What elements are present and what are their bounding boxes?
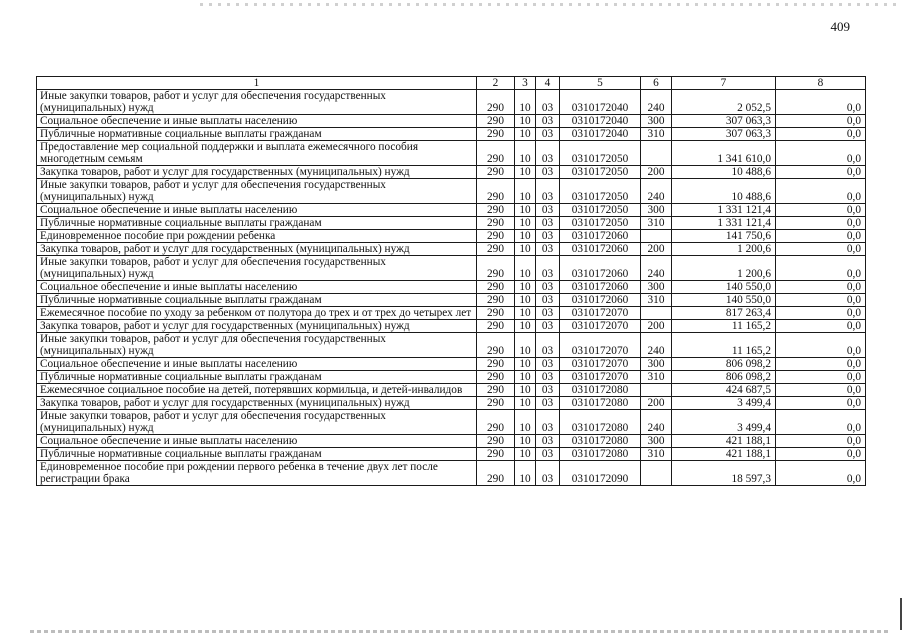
row-name-cell: Ежемесячное пособие по уходу за ребенком от полутора до трех и от трех до четырех лет	[37, 307, 477, 320]
row-name-cell: Ежемесячное социальное пособие на детей, потерявших кормильца, и детей-инвалидов	[37, 384, 477, 397]
row-amount-cell: 141 750,6	[672, 230, 776, 243]
row-col3-cell: 10	[515, 230, 536, 243]
row-name-cell: Публичные нормативные социальные выплаты гражданам	[37, 448, 477, 461]
row-type-cell	[641, 461, 672, 486]
row-amount-cell: 806 098,2	[672, 371, 776, 384]
row-code-cell: 0310172040	[560, 90, 641, 115]
row-col8-cell: 0,0	[776, 243, 866, 256]
row-col2-cell: 290	[477, 281, 515, 294]
table-row	[37, 333, 866, 358]
row-col4-cell: 03	[536, 166, 560, 179]
row-col4-cell: 03	[536, 179, 560, 204]
row-code-cell: 0310172040	[560, 115, 641, 128]
table-row	[37, 448, 866, 461]
table-row	[37, 358, 866, 371]
row-code-cell: 0310172040	[560, 128, 641, 141]
row-col4-cell: 03	[536, 358, 560, 371]
row-amount-cell: 18 597,3	[672, 461, 776, 486]
budget-table	[36, 76, 866, 486]
row-name-cell: Социальное обеспечение и иные выплаты населению	[37, 115, 477, 128]
row-col4-cell: 03	[536, 256, 560, 281]
row-col3-cell: 10	[515, 179, 536, 204]
row-col8-cell: 0,0	[776, 307, 866, 320]
row-col4-cell: 03	[536, 307, 560, 320]
row-type-cell: 310	[641, 294, 672, 307]
row-col4-cell: 03	[536, 141, 560, 166]
row-col3-cell: 10	[515, 358, 536, 371]
row-col2-cell: 290	[477, 461, 515, 486]
table-row	[37, 307, 866, 320]
row-col3-cell: 10	[515, 204, 536, 217]
header-cell: 3	[515, 77, 536, 90]
table-row	[37, 397, 866, 410]
table-row	[37, 294, 866, 307]
row-code-cell: 0310172080	[560, 397, 641, 410]
row-col4-cell: 03	[536, 294, 560, 307]
row-code-cell: 0310172070	[560, 320, 641, 333]
row-type-cell: 310	[641, 217, 672, 230]
table-row	[37, 115, 866, 128]
row-col8-cell: 0,0	[776, 358, 866, 371]
row-amount-cell: 140 550,0	[672, 294, 776, 307]
row-col3-cell: 10	[515, 371, 536, 384]
row-name-cell: Публичные нормативные социальные выплаты гражданам	[37, 294, 477, 307]
row-name-cell: Единовременное пособие при рождении первого ребенка в течение двух лет после регистрации брака	[37, 461, 477, 486]
row-type-cell: 200	[641, 166, 672, 179]
row-col2-cell: 290	[477, 204, 515, 217]
row-amount-cell: 424 687,5	[672, 384, 776, 397]
table-row	[37, 281, 866, 294]
row-col8-cell: 0,0	[776, 90, 866, 115]
row-type-cell: 300	[641, 281, 672, 294]
row-name-cell: Иные закупки товаров, работ и услуг для обеспечения государственных (муниципальных) нужд	[37, 333, 477, 358]
row-type-cell	[641, 307, 672, 320]
row-col2-cell: 290	[477, 435, 515, 448]
row-col3-cell: 10	[515, 397, 536, 410]
row-col3-cell: 10	[515, 384, 536, 397]
row-col2-cell: 290	[477, 384, 515, 397]
header-cell: 5	[560, 77, 641, 90]
row-name-cell: Иные закупки товаров, работ и услуг для обеспечения государственных (муниципальных) нужд	[37, 90, 477, 115]
table-row	[37, 217, 866, 230]
row-col3-cell: 10	[515, 128, 536, 141]
row-col8-cell: 0,0	[776, 217, 866, 230]
row-name-cell: Публичные нормативные социальные выплаты гражданам	[37, 217, 477, 230]
row-col2-cell: 290	[477, 320, 515, 333]
table-row	[37, 256, 866, 281]
table-row	[37, 90, 866, 115]
row-code-cell: 0310172050	[560, 179, 641, 204]
row-type-cell: 300	[641, 204, 672, 217]
row-type-cell: 300	[641, 115, 672, 128]
row-col2-cell: 290	[477, 141, 515, 166]
row-col3-cell: 10	[515, 141, 536, 166]
row-col2-cell: 290	[477, 128, 515, 141]
table-row	[37, 243, 866, 256]
row-col2-cell: 290	[477, 333, 515, 358]
table-row	[37, 435, 866, 448]
row-type-cell	[641, 230, 672, 243]
table-row	[37, 384, 866, 397]
row-col2-cell: 290	[477, 217, 515, 230]
row-col3-cell: 10	[515, 333, 536, 358]
row-amount-cell: 1 331 121,4	[672, 204, 776, 217]
row-col2-cell: 290	[477, 256, 515, 281]
table-row	[37, 371, 866, 384]
row-col8-cell: 0,0	[776, 333, 866, 358]
row-col4-cell: 03	[536, 371, 560, 384]
table-row	[37, 179, 866, 204]
row-col4-cell: 03	[536, 333, 560, 358]
row-col2-cell: 290	[477, 358, 515, 371]
row-code-cell: 0310172060	[560, 230, 641, 243]
row-type-cell: 240	[641, 90, 672, 115]
row-col8-cell: 0,0	[776, 435, 866, 448]
row-col3-cell: 10	[515, 320, 536, 333]
row-col2-cell: 290	[477, 90, 515, 115]
row-amount-cell: 3 499,4	[672, 410, 776, 435]
row-code-cell: 0310172070	[560, 307, 641, 320]
row-name-cell: Социальное обеспечение и иные выплаты населению	[37, 204, 477, 217]
table-row	[37, 128, 866, 141]
row-col8-cell: 0,0	[776, 204, 866, 217]
row-type-cell: 240	[641, 179, 672, 204]
row-code-cell: 0310172060	[560, 281, 641, 294]
row-code-cell: 0310172090	[560, 461, 641, 486]
row-col8-cell: 0,0	[776, 448, 866, 461]
row-amount-cell: 421 188,1	[672, 448, 776, 461]
row-col8-cell: 0,0	[776, 461, 866, 486]
header-cell: 6	[641, 77, 672, 90]
row-col4-cell: 03	[536, 397, 560, 410]
row-code-cell: 0310172070	[560, 333, 641, 358]
row-col8-cell: 0,0	[776, 384, 866, 397]
row-amount-cell: 2 052,5	[672, 90, 776, 115]
row-amount-cell: 307 063,3	[672, 128, 776, 141]
row-name-cell: Закупка товаров, работ и услуг для государственных (муниципальных) нужд	[37, 243, 477, 256]
row-col3-cell: 10	[515, 217, 536, 230]
row-col3-cell: 10	[515, 256, 536, 281]
row-name-cell: Иные закупки товаров, работ и услуг для обеспечения государственных (муниципальных) нужд	[37, 179, 477, 204]
row-col2-cell: 290	[477, 397, 515, 410]
row-col2-cell: 290	[477, 230, 515, 243]
row-col4-cell: 03	[536, 281, 560, 294]
row-col3-cell: 10	[515, 90, 536, 115]
row-col4-cell: 03	[536, 90, 560, 115]
row-name-cell: Закупка товаров, работ и услуг для государственных (муниципальных) нужд	[37, 397, 477, 410]
table-row	[37, 141, 866, 166]
row-name-cell: Публичные нормативные социальные выплаты гражданам	[37, 128, 477, 141]
row-col2-cell: 290	[477, 371, 515, 384]
row-col8-cell: 0,0	[776, 230, 866, 243]
row-col3-cell: 10	[515, 448, 536, 461]
row-amount-cell: 1 200,6	[672, 256, 776, 281]
header-cell: 4	[536, 77, 560, 90]
row-col3-cell: 10	[515, 166, 536, 179]
row-col3-cell: 10	[515, 294, 536, 307]
row-col3-cell: 10	[515, 307, 536, 320]
table-row	[37, 461, 866, 486]
table-row	[37, 410, 866, 435]
table-row	[37, 166, 866, 179]
row-code-cell: 0310172050	[560, 166, 641, 179]
row-name-cell: Закупка товаров, работ и услуг для государственных (муниципальных) нужд	[37, 320, 477, 333]
row-type-cell: 310	[641, 128, 672, 141]
row-code-cell: 0310172050	[560, 141, 641, 166]
header-cell: 8	[776, 77, 866, 90]
row-name-cell: Закупка товаров, работ и услуг для государственных (муниципальных) нужд	[37, 166, 477, 179]
table-header-row	[37, 77, 866, 90]
table-row	[37, 230, 866, 243]
row-col4-cell: 03	[536, 448, 560, 461]
row-type-cell: 310	[641, 371, 672, 384]
row-type-cell: 240	[641, 256, 672, 281]
row-type-cell: 200	[641, 320, 672, 333]
row-type-cell	[641, 384, 672, 397]
row-code-cell: 0310172080	[560, 435, 641, 448]
row-amount-cell: 1 200,6	[672, 243, 776, 256]
row-col2-cell: 290	[477, 307, 515, 320]
row-col8-cell: 0,0	[776, 115, 866, 128]
row-col3-cell: 10	[515, 281, 536, 294]
row-col8-cell: 0,0	[776, 128, 866, 141]
row-amount-cell: 10 488,6	[672, 179, 776, 204]
row-name-cell: Социальное обеспечение и иные выплаты населению	[37, 281, 477, 294]
row-col8-cell: 0,0	[776, 256, 866, 281]
row-name-cell: Социальное обеспечение и иные выплаты населению	[37, 358, 477, 371]
row-code-cell: 0310172070	[560, 358, 641, 371]
row-col2-cell: 290	[477, 410, 515, 435]
row-col3-cell: 10	[515, 410, 536, 435]
row-col4-cell: 03	[536, 320, 560, 333]
row-col4-cell: 03	[536, 230, 560, 243]
row-amount-cell: 817 263,4	[672, 307, 776, 320]
row-col4-cell: 03	[536, 461, 560, 486]
row-col3-cell: 10	[515, 243, 536, 256]
row-type-cell: 200	[641, 397, 672, 410]
row-amount-cell: 307 063,3	[672, 115, 776, 128]
row-code-cell: 0310172060	[560, 294, 641, 307]
row-col4-cell: 03	[536, 435, 560, 448]
row-type-cell: 240	[641, 333, 672, 358]
row-col3-cell: 10	[515, 115, 536, 128]
header-cell: 7	[672, 77, 776, 90]
row-code-cell: 0310172050	[560, 217, 641, 230]
row-col2-cell: 290	[477, 243, 515, 256]
row-col8-cell: 0,0	[776, 141, 866, 166]
row-col2-cell: 290	[477, 179, 515, 204]
row-amount-cell: 1 331 121,4	[672, 217, 776, 230]
row-amount-cell: 10 488,6	[672, 166, 776, 179]
row-col8-cell: 0,0	[776, 410, 866, 435]
row-col8-cell: 0,0	[776, 294, 866, 307]
row-code-cell: 0310172050	[560, 204, 641, 217]
row-col4-cell: 03	[536, 384, 560, 397]
row-amount-cell: 1 341 610,0	[672, 141, 776, 166]
table-row	[37, 320, 866, 333]
row-type-cell: 240	[641, 410, 672, 435]
row-col4-cell: 03	[536, 217, 560, 230]
row-col2-cell: 290	[477, 115, 515, 128]
row-col4-cell: 03	[536, 204, 560, 217]
row-code-cell: 0310172080	[560, 410, 641, 435]
table-row	[37, 204, 866, 217]
row-col4-cell: 03	[536, 243, 560, 256]
row-code-cell: 0310172070	[560, 371, 641, 384]
row-code-cell: 0310172080	[560, 448, 641, 461]
scan-artifact-bottom	[30, 630, 890, 633]
row-type-cell: 310	[641, 448, 672, 461]
row-amount-cell: 11 165,2	[672, 320, 776, 333]
row-col3-cell: 10	[515, 435, 536, 448]
row-col8-cell: 0,0	[776, 166, 866, 179]
row-col8-cell: 0,0	[776, 281, 866, 294]
row-code-cell: 0310172060	[560, 256, 641, 281]
row-amount-cell: 3 499,4	[672, 397, 776, 410]
row-type-cell	[641, 141, 672, 166]
row-name-cell: Социальное обеспечение и иные выплаты населению	[37, 435, 477, 448]
scan-artifact-top	[200, 3, 900, 6]
row-name-cell: Иные закупки товаров, работ и услуг для обеспечения государственных (муниципальных) нужд	[37, 256, 477, 281]
row-code-cell: 0310172060	[560, 243, 641, 256]
page-number: 409	[830, 19, 850, 34]
row-name-cell: Публичные нормативные социальные выплаты гражданам	[37, 371, 477, 384]
row-col4-cell: 03	[536, 410, 560, 435]
row-name-cell: Единовременное пособие при рождении ребенка	[37, 230, 477, 243]
row-col8-cell: 0,0	[776, 397, 866, 410]
row-code-cell: 0310172080	[560, 384, 641, 397]
row-amount-cell: 140 550,0	[672, 281, 776, 294]
row-amount-cell: 421 188,1	[672, 435, 776, 448]
header-cell: 1	[37, 77, 477, 90]
row-name-cell: Иные закупки товаров, работ и услуг для обеспечения государственных (муниципальных) нужд	[37, 410, 477, 435]
scan-artifact-right	[900, 598, 902, 630]
row-col8-cell: 0,0	[776, 179, 866, 204]
row-type-cell: 200	[641, 243, 672, 256]
header-cell: 2	[477, 77, 515, 90]
row-name-cell: Предоставление мер социальной поддержки и выплата ежемесячного пособия многодетным семьям	[37, 141, 477, 166]
row-amount-cell: 806 098,2	[672, 358, 776, 371]
row-amount-cell: 11 165,2	[672, 333, 776, 358]
row-col3-cell: 10	[515, 461, 536, 486]
row-col8-cell: 0,0	[776, 320, 866, 333]
row-col4-cell: 03	[536, 128, 560, 141]
row-type-cell: 300	[641, 358, 672, 371]
row-type-cell: 300	[641, 435, 672, 448]
row-col4-cell: 03	[536, 115, 560, 128]
row-col2-cell: 290	[477, 448, 515, 461]
row-col2-cell: 290	[477, 294, 515, 307]
row-col2-cell: 290	[477, 166, 515, 179]
row-col8-cell: 0,0	[776, 371, 866, 384]
